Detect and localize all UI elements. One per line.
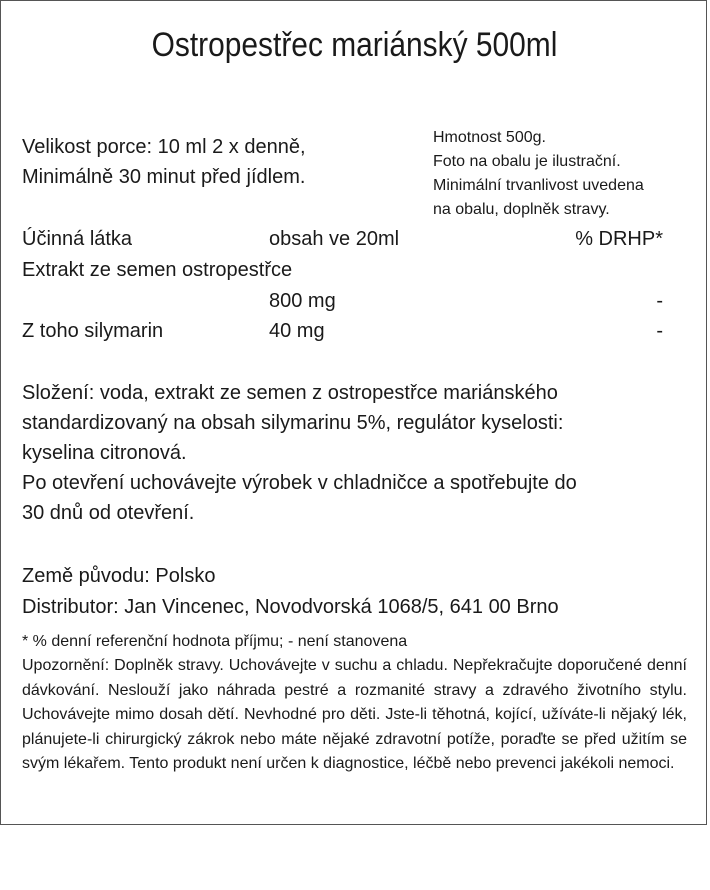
country-of-origin: Země původu: Polsko [22, 565, 216, 587]
row-content: 800 mg [269, 290, 336, 312]
header-content: obsah ve 20ml [269, 228, 400, 250]
footnote: * % denní referenční hodnota příjmu; - není stanovena [22, 633, 408, 650]
row-content: 40 mg [269, 320, 325, 342]
side-note-photo: Foto na obalu je ilustrační. [433, 153, 621, 170]
warning-paragraph: Upozornění: Doplněk stravy. Uchovávejte v suchu a chladu. Nepřekračujte doporučené denní dávkování. Neslouží jako náhrada pestré a rozmanité stravy a zdravého životního stylu. Uchovávejte mimo dosah dětí. Nevhodné pro děti. Jste-li těhotná, kojící, užíváte-li nějaký lék, plánujete-li chirurgický zákrok nebo máte nějaké zdravotní potíže, poraďte se před užitím se svým lékařem. Tento produkt není určen k diagnostice, léčbě nebo prevenci jakékoli nemoci. [22, 657, 687, 772]
row-rhp: - [656, 290, 663, 312]
serving-size-line-1: Velikost porce: 10 ml 2 x denně, [22, 136, 306, 158]
storage-line-1: Po otevření uchovávejte výrobek v chladničce a spotřebujte do [22, 472, 577, 494]
side-note-shelf-life: Minimální trvanlivost uvedena [433, 177, 644, 194]
side-note-weight: Hmotnost 500g. [433, 129, 546, 146]
row-rhp: - [656, 320, 663, 342]
header-rhp: % DRHP* [575, 228, 663, 250]
serving-size-line-2: Minimálně 30 minut před jídlem. [22, 166, 306, 188]
composition-line-3: kyselina citronová. [22, 442, 187, 464]
row-substance: Z toho silymarin [22, 320, 164, 342]
row-substance: Extrakt ze semen ostropestřce [22, 259, 293, 281]
storage-line-2: 30 dnů od otevření. [22, 502, 195, 524]
product-title: Ostropestřec mariánský 500ml [151, 26, 558, 64]
distributor: Distributor: Jan Vincenec, Novodvorská 1068/5, 641 00 Brno [22, 596, 559, 618]
composition-line-1: Složení: voda, extrakt ze semen z ostropestřce mariánského [22, 382, 558, 404]
composition-line-2: standardizovaný na obsah silymarinu 5%, regulátor kyselosti: [22, 412, 564, 434]
side-note-supplement: na obalu, doplněk stravy. [433, 201, 610, 218]
header-substance: Účinná látka [22, 228, 133, 250]
